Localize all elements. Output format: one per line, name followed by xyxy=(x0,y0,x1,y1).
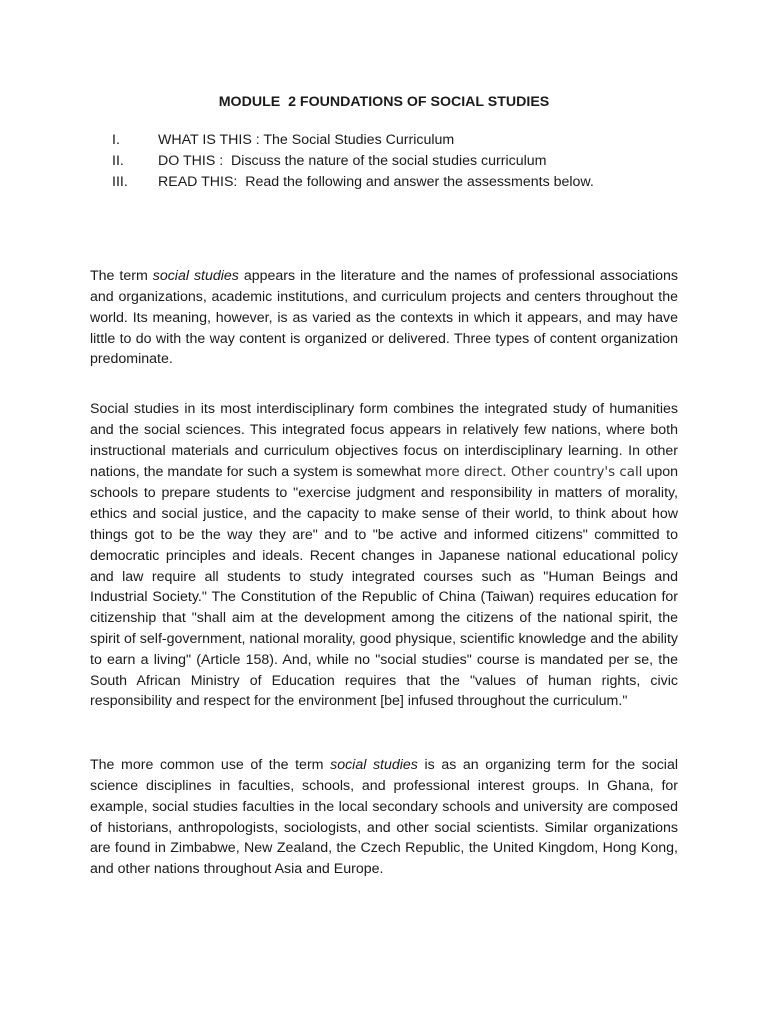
page-title: MODULE 2 FOUNDATIONS OF SOCIAL STUDIES xyxy=(218,94,550,110)
task-number: II. xyxy=(112,153,124,169)
task-list xyxy=(112,130,712,193)
task-item xyxy=(112,151,712,172)
paragraph-text: Social studies in its most interdisciplinary form combines the integrated study of humanities and the social sciences. This integrated focus appears in relatively few nations, where both instructional materials and curriculum objectives focus on interdisciplinary learning. In other nations, the mandate for such a system is somewhat xyxy=(90,401,678,480)
task-item xyxy=(112,172,712,193)
paragraph-common-use xyxy=(90,755,678,880)
task-text: DO THIS : Discuss the nature of the social studies curriculum xyxy=(158,153,547,169)
task-item xyxy=(112,130,712,151)
task-number: I. xyxy=(112,132,120,148)
task-text: READ THIS: Read the following and answer the assessments below. xyxy=(158,174,594,190)
paragraph-text: upon schools to prepare students to "exercise judgment and responsibility in matters of morality, ethics and social justice, and the capacity to make sense of their world, to think about how things got to be the way they are" and to "be active and informed citizens" committed to democratic principles and ideals. Recent changes in Japanese national educational policy and law require all students to study integrated courses such as "Human Beings and Industrial Society." The Constitution of the Republic of China (Taiwan) requires education for citizenship that "shall aim at the development among the citizens of the national spirit, the spirit of self-government, national morality, good physique, scientific knowledge and the ability to earn a living" (Article 158). And, while no "social studies" course is mandated per se, the South African Ministry of Education requires that the "values of human rights, civic responsibility and respect for the environment [be] infused throughout the curriculum." xyxy=(90,463,678,710)
paragraph-interdisciplinary xyxy=(90,399,678,712)
paragraph-text: The more common use of the term xyxy=(90,757,331,774)
paragraph-text-alt-font: more direct. Other country's call xyxy=(424,464,643,480)
emphasis-term: social studies xyxy=(330,757,418,774)
task-text: WHAT IS THIS : The Social Studies Curriculum xyxy=(158,132,455,148)
paragraph-text: appears in the literature and the names of professional associations and organizations, academic institutions, and curriculum projects and centers throughout the world. Its meaning, however, is as varied as the contexts in which it appears, and may have little to do with the way content is organized or delivered. Three types of content organization predominate. xyxy=(90,268,678,368)
paragraph-intro xyxy=(90,266,678,370)
emphasis-term: social studies xyxy=(152,268,239,285)
paragraph-text: is as an organizing term for the social science disciplines in faculties, schools, and professional interest groups. In Ghana, for example, social studies faculties in the local secondary schools and university are composed of historians, anthropologists, sociologists, and other social scientists. Similar organizations are found in Zimbabwe, New Zealand, the Czech Republic, the United Kingdom, Hong Kong, and other nations throughout Asia and Europe. xyxy=(90,757,678,878)
paragraph-text: The term xyxy=(90,268,153,285)
task-number: III. xyxy=(112,174,128,190)
